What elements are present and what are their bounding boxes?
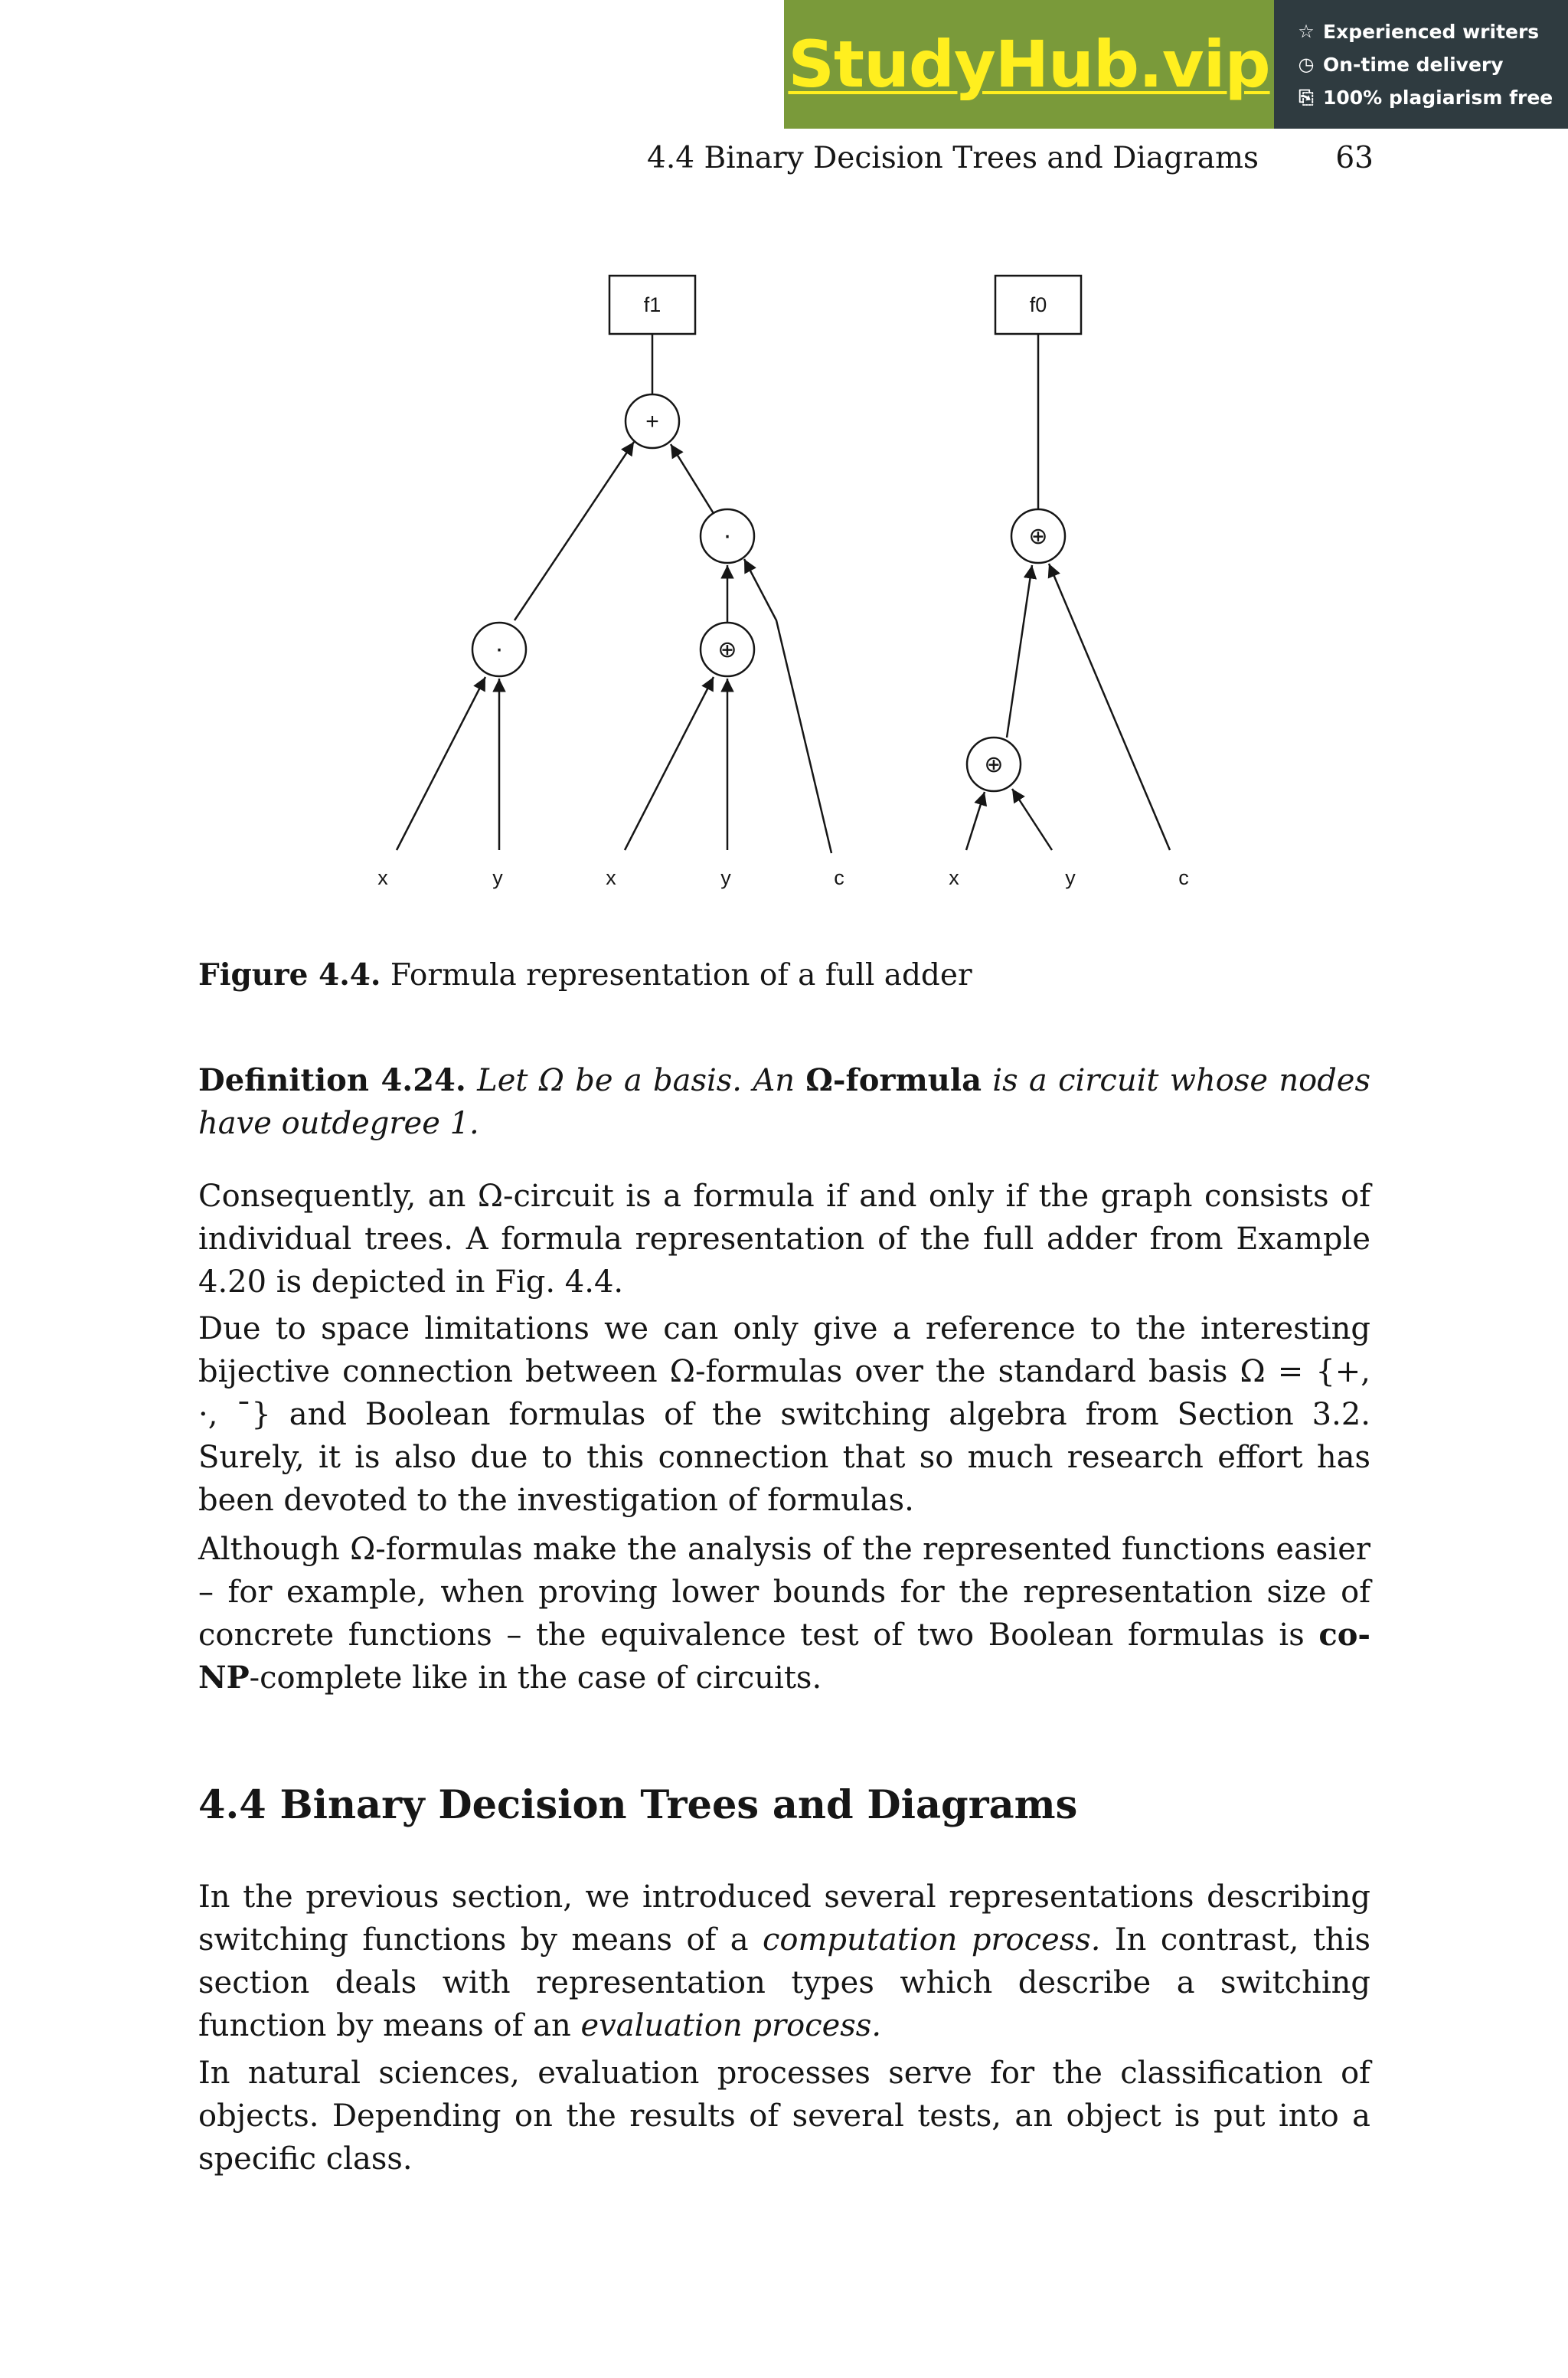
input-y-2: y (720, 866, 731, 889)
paragraph-space-limitations: Due to space limitations we can only give a reference to the interesting bijective connection between Ω-formulas over the standard basis Ω = {+, ·, ¯} and Boolean formulas of the switching algebra from Section 3.2. Surely, it is also due to this connection that so much research effort has been devoted to the investigation of formulas. (198, 1311, 1370, 1518)
running-header (0, 141, 1568, 184)
input-x-2: x (606, 866, 616, 889)
studyhub-logo[interactable] (784, 0, 1274, 129)
feature-on-time-delivery (1295, 54, 1568, 76)
circuit-diagram (0, 230, 1568, 919)
edge-and1-or (514, 442, 634, 620)
document-icon: ⎘ (1298, 87, 1314, 108)
star-icon: ☆ (1298, 21, 1315, 42)
caption-text: Formula representation of a full adder (390, 958, 972, 993)
or-symbol: + (645, 409, 659, 434)
page-number: 63 (1335, 141, 1374, 175)
feature-plagiarism-free (1295, 87, 1568, 109)
p3-text-b: -complete like in the case of circuits. (249, 1660, 822, 1696)
input-x-1: x (377, 866, 388, 889)
edge-x-xor1 (625, 677, 714, 850)
logo-text: StudyHub.vip (788, 27, 1270, 102)
paragraph-although (198, 1528, 1370, 1699)
p4-text-b: In contrast, this section deals with representation types which describe a switching function by means of an (198, 1922, 1371, 2043)
figure-full-adder (0, 230, 1568, 919)
edge-xor3-xor2 (1007, 565, 1032, 738)
xor-symbol-2: ⊕ (1028, 524, 1048, 549)
figure-caption (198, 957, 1377, 993)
definition-text-1: Let Ω be a basis. An (477, 1063, 806, 1098)
input-c-2: c (1178, 866, 1189, 889)
edge-c-xor2 (1049, 564, 1170, 850)
definition-term: Ω-formula (805, 1062, 982, 1098)
input-c-1: c (834, 866, 844, 889)
clock-icon: ◷ (1298, 54, 1315, 75)
emphasis-evaluation-process: evaluation process. (580, 2008, 882, 2043)
edge-y-xor3 (1012, 789, 1052, 850)
definition-label: Definition 4.24. (198, 1062, 466, 1098)
output-label-f1: f1 (643, 293, 662, 316)
input-y-1: y (492, 866, 503, 889)
feature-experienced-writers (1295, 21, 1568, 43)
emphasis-computation-process: computation process. (763, 1922, 1101, 1958)
paragraph-previous-section (198, 1876, 1370, 2047)
xor-symbol-3: ⊕ (984, 752, 1004, 777)
banner-features (1274, 0, 1568, 129)
output-label-f0: f0 (1029, 293, 1047, 316)
edge-x-xor3 (966, 792, 985, 850)
input-y-3: y (1065, 866, 1076, 889)
definition-text-2: is a circuit whose nodes have outdegree 1. (198, 1063, 1371, 1141)
definition-4-24 (198, 1059, 1370, 1145)
feature-label: On-time delivery (1323, 53, 1504, 76)
caption-label: Figure 4.4. (198, 957, 381, 993)
p4-text-a: In the previous section, we introduced several representations describing switching functions by means of a (198, 1879, 1370, 1958)
ad-banner[interactable] (784, 0, 1568, 129)
paragraph-consequently: Consequently, an Ω-circuit is a formula if and only if the graph consists of individual trees. A formula representation of the full adder from Example 4.20 is depicted in Fig. 4.4. (198, 1179, 1370, 1300)
edge-and2-or (671, 444, 714, 515)
section-heading: 4.4 Binary Decision Trees and Diagrams (198, 1782, 1078, 1828)
co-np-term: co-NP (198, 1617, 1370, 1696)
p3-text-a: Although Ω-formulas make the analysis of the represented functions easier – for example, when proving lower bounds for the representation size of concrete functions – the equivalence test of two Boolean formulas is (198, 1532, 1370, 1653)
feature-label: Experienced writers (1323, 20, 1540, 43)
and-symbol-1: · (495, 634, 504, 663)
feature-label: 100% plagiarism free (1323, 86, 1553, 109)
edge-x-and1 (397, 677, 485, 850)
edge-c-and2 (744, 559, 831, 853)
and-symbol-2: · (723, 521, 732, 550)
input-x-3: x (949, 866, 959, 889)
running-title: 4.4 Binary Decision Trees and Diagrams (647, 141, 1259, 175)
paragraph-natural-sciences: In natural sciences, evaluation processes serve for the classification of objects. Depending on the results of several tests, an object is put into a specific class. (198, 2056, 1370, 2177)
xor-symbol-1: ⊕ (717, 637, 737, 662)
